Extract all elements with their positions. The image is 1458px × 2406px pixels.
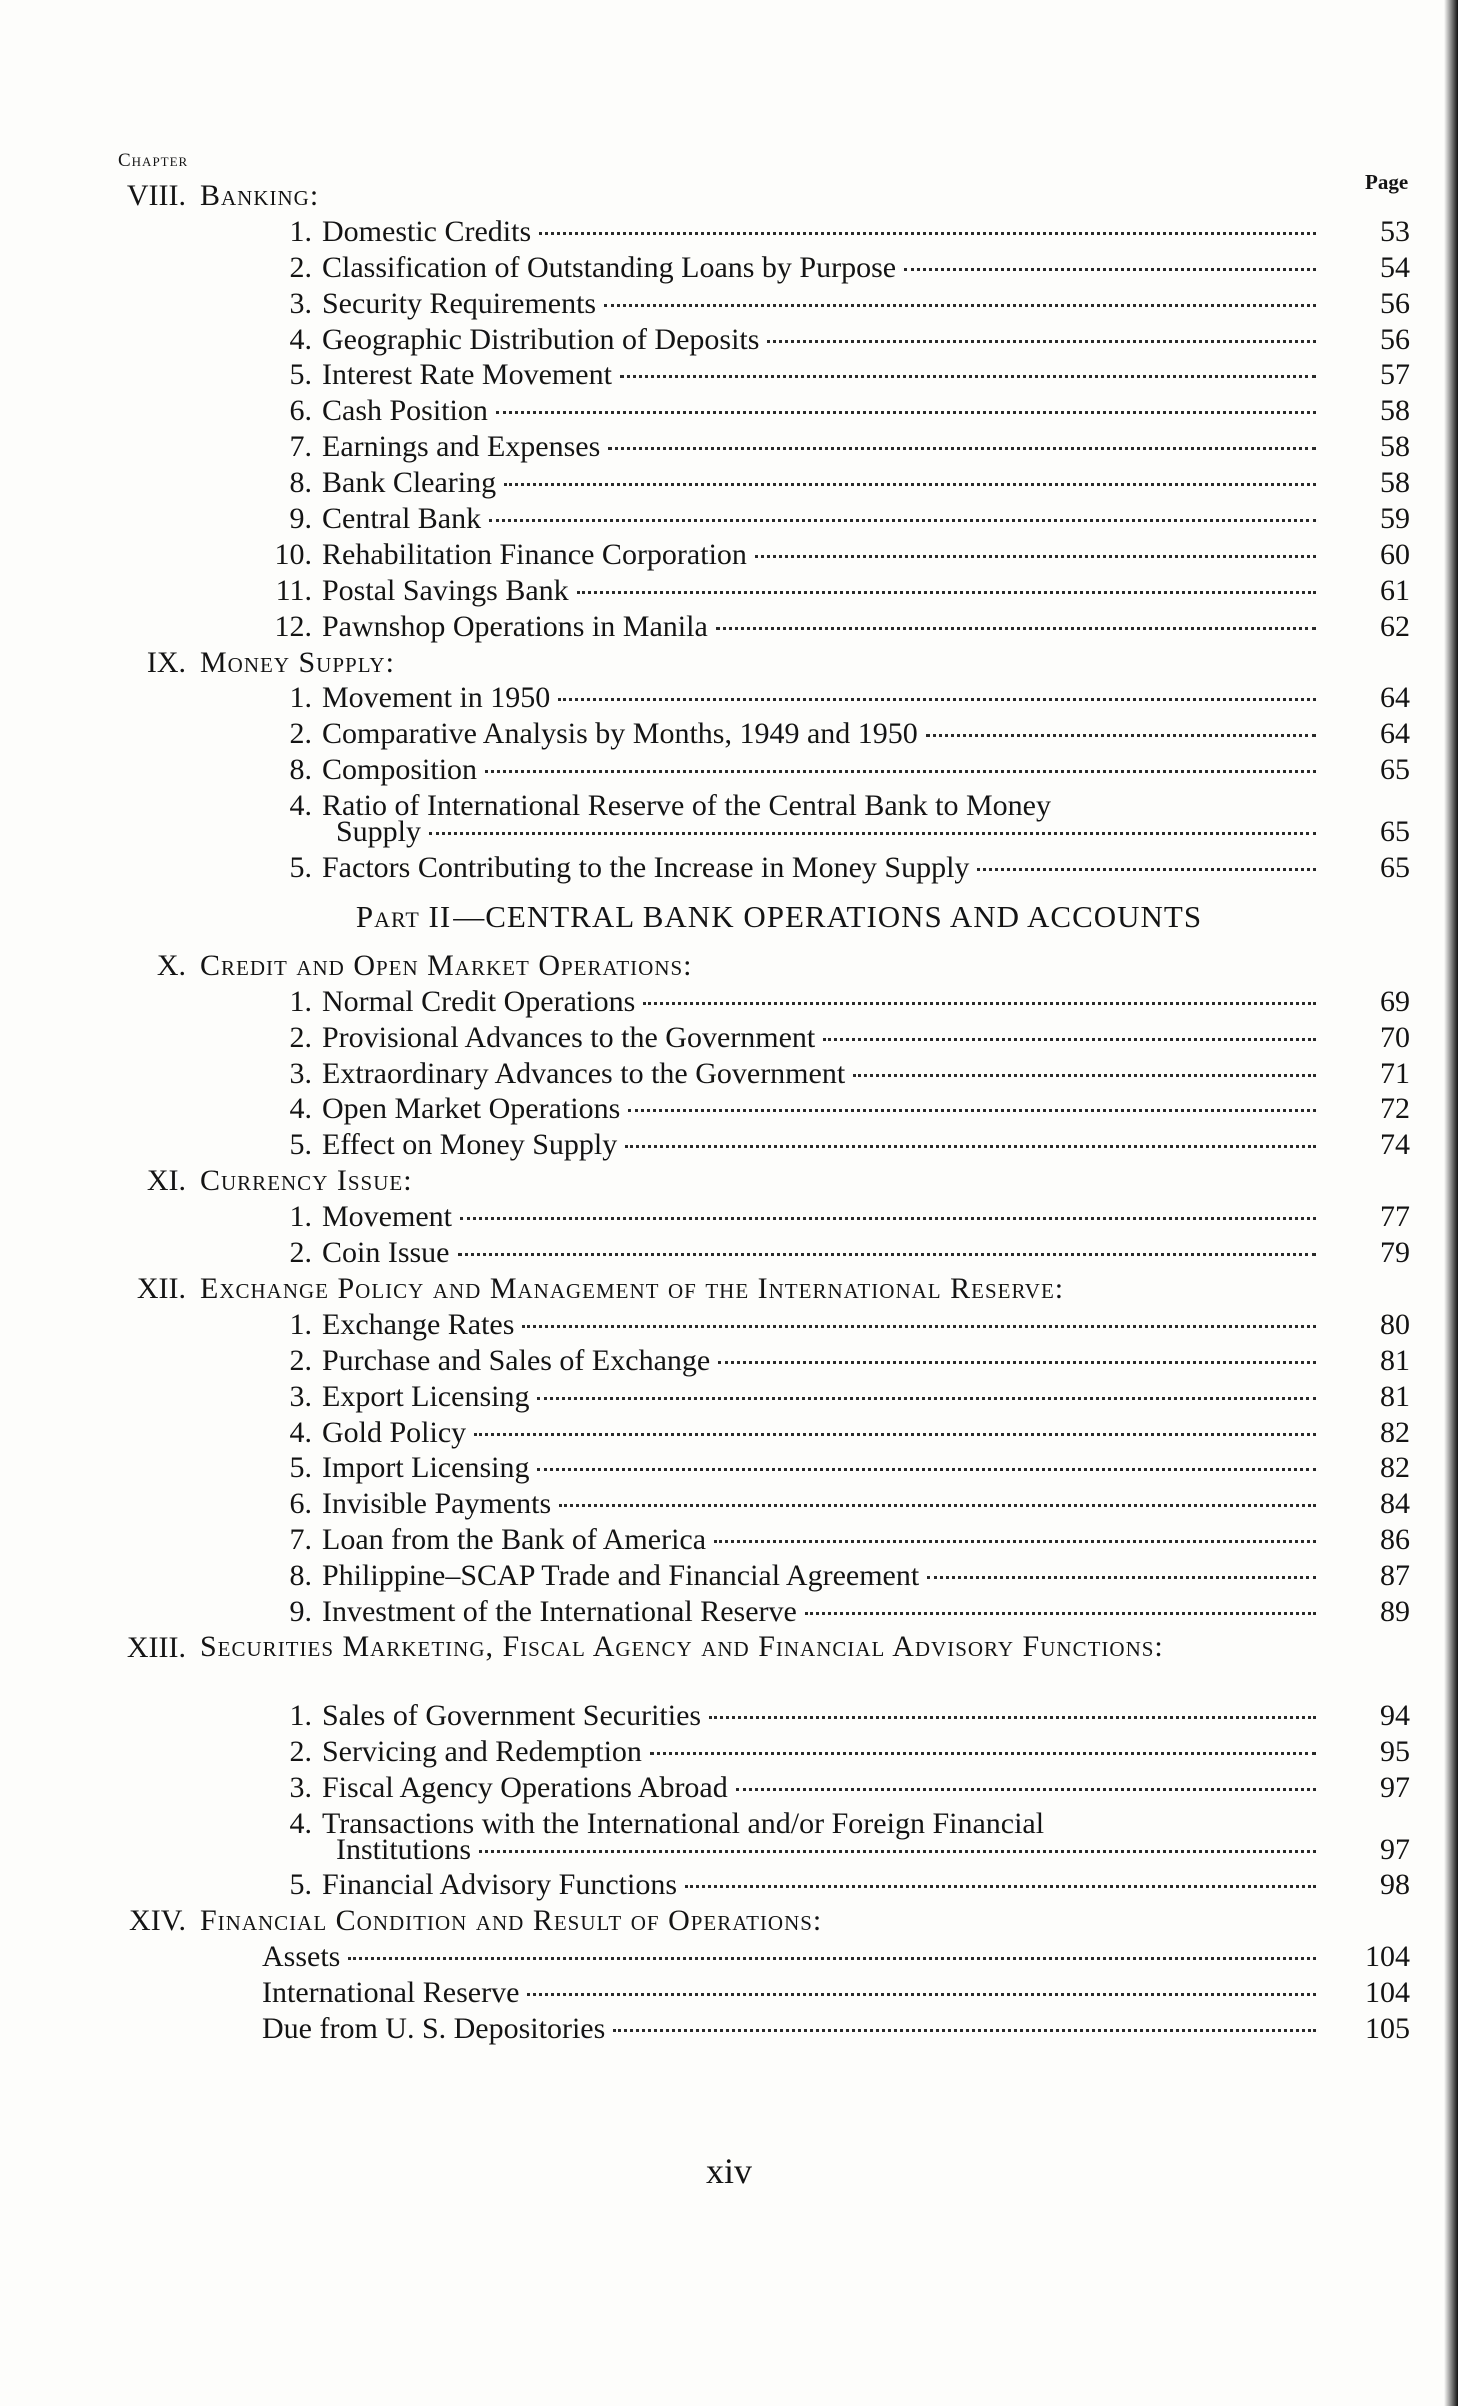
toc-entry[interactable] xyxy=(0,1056,1458,1092)
toc-entry[interactable] xyxy=(0,1867,1458,1903)
toc-entry[interactable] xyxy=(0,573,1458,609)
entry-line xyxy=(322,1415,1324,1451)
chapter-heading xyxy=(0,1271,1458,1307)
entry-line xyxy=(322,1486,1324,1522)
toc-entry[interactable] xyxy=(0,501,1458,537)
chapter-heading xyxy=(0,178,1458,214)
chapter-title: Financial Condition and Result of Operations: xyxy=(200,1904,823,1938)
entry-title: Due from U. S. Depositories xyxy=(262,2011,606,2045)
toc-entry[interactable] xyxy=(0,393,1458,429)
entry-title: Security Requirements xyxy=(322,286,597,320)
entry-title: Cash Position xyxy=(322,394,488,428)
entry-title: Factors Contributing to the Increase in Money Supply xyxy=(322,851,970,885)
entry-title: Earnings and Expenses xyxy=(322,430,601,464)
entry-number: 8. xyxy=(289,466,312,500)
entry-number: 2. xyxy=(289,250,312,284)
toc-entry[interactable] xyxy=(0,1939,1458,1975)
chapter-number: VIII. xyxy=(126,179,186,212)
entry-title: Coin Issue xyxy=(322,1236,450,1270)
entry-page-number: 104 xyxy=(1365,1976,1410,2010)
toc-entry[interactable] xyxy=(0,1199,1458,1235)
entry-page-number: 79 xyxy=(1380,1236,1410,1270)
entry-page-number: 56 xyxy=(1380,322,1410,356)
chapter-title: Securities Marketing, Fiscal Agency and Financial Advisory Functions: xyxy=(200,1629,1164,1663)
entry-number: 8. xyxy=(289,753,312,787)
toc-entry[interactable] xyxy=(0,357,1458,393)
entry-number: 10. xyxy=(274,537,312,571)
entry-title: Institutions xyxy=(336,1832,472,1866)
entry-line xyxy=(322,1867,1324,1903)
entry-number: 5. xyxy=(289,1451,312,1485)
entry-number: 2. xyxy=(289,717,312,751)
entry-page-number: 69 xyxy=(1380,984,1410,1018)
dot-leader xyxy=(577,591,1316,594)
entry-title: Postal Savings Bank xyxy=(322,573,569,607)
toc-entry[interactable] xyxy=(0,1415,1458,1451)
entry-title: Assets xyxy=(262,1940,341,1974)
dot-leader xyxy=(485,770,1316,773)
entry-number: 4. xyxy=(289,1806,312,1840)
entry-title: Rehabilitation Finance Corporation xyxy=(322,537,747,571)
entry-title: Central Bank xyxy=(322,502,482,536)
entry-line xyxy=(262,1939,1324,1975)
toc-entry[interactable] xyxy=(0,850,1458,886)
entry-title: Comparative Analysis by Months, 1949 and 1950 xyxy=(322,717,918,751)
entry-number: 1. xyxy=(289,214,312,248)
entry-number: 3. xyxy=(289,1056,312,1090)
entry-title: Purchase and Sales of Exchange xyxy=(322,1343,711,1377)
entry-line xyxy=(262,2011,1324,2047)
dot-leader xyxy=(537,1468,1316,1471)
entry-title: Effect on Money Supply xyxy=(322,1128,618,1162)
entry-line xyxy=(322,214,1324,250)
toc-entry[interactable] xyxy=(0,1734,1458,1770)
page-folio: xiv xyxy=(705,2151,752,2191)
entry-title: Import Licensing xyxy=(322,1451,530,1485)
entry-line xyxy=(322,1594,1324,1630)
chapter-heading xyxy=(0,1163,1458,1199)
entry-line xyxy=(322,1127,1324,1163)
entry-page-number: 95 xyxy=(1380,1734,1410,1768)
page-column-label: Page xyxy=(1365,170,1409,194)
dot-leader xyxy=(755,555,1316,558)
toc-entry[interactable] xyxy=(0,984,1458,1020)
dot-leader xyxy=(625,1145,1316,1148)
entry-title: Bank Clearing xyxy=(322,466,497,500)
entry-line xyxy=(322,1020,1324,1056)
entry-number: 4. xyxy=(289,1092,312,1126)
entry-line xyxy=(322,1450,1324,1486)
entry-line xyxy=(322,250,1324,286)
toc-entry[interactable] xyxy=(0,1832,1458,1868)
entry-page-number: 94 xyxy=(1380,1698,1410,1732)
entry-page-number: 62 xyxy=(1380,609,1410,643)
toc-entry[interactable] xyxy=(0,752,1458,788)
entry-title: Philippine–SCAP Trade and Financial Agreement xyxy=(322,1559,920,1593)
dot-leader xyxy=(559,1504,1316,1507)
toc-entry[interactable] xyxy=(0,250,1458,286)
entry-number: 12. xyxy=(274,609,312,643)
chapter-title: Credit and Open Market Operations: xyxy=(200,948,693,982)
toc-entry[interactable] xyxy=(0,1594,1458,1630)
entry-number: 1. xyxy=(289,1698,312,1732)
chapter-heading xyxy=(0,948,1458,984)
dot-leader xyxy=(714,1540,1316,1543)
entry-number: 4. xyxy=(289,322,312,356)
dot-leader xyxy=(604,304,1316,307)
entry-line xyxy=(322,609,1324,645)
toc-entry[interactable] xyxy=(0,1127,1458,1163)
chapter-title: Exchange Policy and Management of the International Reserve: xyxy=(200,1271,1065,1305)
entry-number: 9. xyxy=(289,1594,312,1628)
entry-page-number: 65 xyxy=(1380,753,1410,787)
entry-page-number: 59 xyxy=(1380,502,1410,536)
entry-number: 2. xyxy=(289,1343,312,1377)
dot-leader xyxy=(853,1074,1316,1077)
entry-number: 5. xyxy=(289,1868,312,1902)
entry-number: 2. xyxy=(289,1236,312,1270)
toc-entry[interactable] xyxy=(0,609,1458,645)
entry-page-number: 58 xyxy=(1380,430,1410,464)
dot-leader xyxy=(620,375,1316,378)
part-name: Part II xyxy=(355,898,452,934)
dot-leader xyxy=(496,411,1316,414)
entry-line xyxy=(322,1307,1324,1343)
entry-line xyxy=(322,1698,1324,1734)
chapter-number: XIII. xyxy=(126,1630,186,1664)
entry-number: 2. xyxy=(289,1734,312,1768)
entry-line xyxy=(322,1734,1324,1770)
entry-page-number: 60 xyxy=(1380,537,1410,571)
part-title: —CENTRAL BANK OPERATIONS AND ACCOUNTS xyxy=(453,898,1203,934)
entry-page-number: 80 xyxy=(1380,1307,1410,1341)
dot-leader xyxy=(643,1002,1316,1005)
entry-page-number: 61 xyxy=(1380,573,1410,607)
entry-page-number: 87 xyxy=(1380,1559,1410,1593)
dot-leader xyxy=(628,1109,1316,1112)
entry-number: 1. xyxy=(289,681,312,715)
dot-leader xyxy=(904,268,1316,271)
table-of-contents xyxy=(0,178,1458,2047)
entry-page-number: 86 xyxy=(1380,1523,1410,1557)
entry-line xyxy=(322,465,1324,501)
toc-entry[interactable] xyxy=(0,2011,1458,2047)
part-heading xyxy=(0,886,1458,948)
entry-page-number: 77 xyxy=(1380,1200,1410,1234)
entry-number: 2. xyxy=(289,1020,312,1054)
entry-page-number: 105 xyxy=(1365,2011,1410,2045)
entry-line xyxy=(322,286,1324,322)
entry-page-number: 104 xyxy=(1365,1940,1410,1974)
entry-title: Ratio of International Reserve of the Central Bank to Money xyxy=(322,789,1051,823)
entry-title: Supply xyxy=(336,815,422,849)
dot-leader xyxy=(608,447,1316,450)
dot-leader xyxy=(718,1361,1316,1364)
dot-leader xyxy=(685,1885,1316,1888)
dot-leader xyxy=(539,232,1316,235)
entry-line xyxy=(322,322,1324,358)
entry-line xyxy=(322,1343,1324,1379)
chapter-number: XIV. xyxy=(129,1904,186,1938)
chapter-number: XII. xyxy=(136,1271,186,1305)
chapter-title: Currency Issue: xyxy=(200,1164,413,1198)
chapter-title: Money Supply: xyxy=(200,645,395,679)
toc-entry[interactable] xyxy=(0,716,1458,752)
entry-line xyxy=(322,1235,1324,1271)
entry-title: Sales of Government Securities xyxy=(322,1698,702,1732)
entry-page-number: 54 xyxy=(1380,250,1410,284)
entry-title: Pawnshop Operations in Manila xyxy=(322,609,708,643)
entry-title: Domestic Credits xyxy=(322,214,532,248)
entry-title: Transactions with the International and/or Foreign Financial xyxy=(322,1806,1045,1840)
dot-leader xyxy=(474,1433,1316,1436)
entry-number: 6. xyxy=(289,1487,312,1521)
entry-line xyxy=(322,1558,1324,1594)
entry-line xyxy=(262,1975,1324,2011)
entry-number: 4. xyxy=(289,789,312,823)
entry-number: 7. xyxy=(289,1523,312,1557)
entry-title: Exchange Rates xyxy=(322,1307,515,1341)
entry-number: 4. xyxy=(289,1415,312,1449)
entry-title: Interest Rate Movement xyxy=(322,358,612,392)
chapter-number: X. xyxy=(156,948,186,982)
entry-title: Movement in 1950 xyxy=(322,681,551,715)
entry-number: 1. xyxy=(289,1307,312,1341)
entry-line xyxy=(322,1379,1324,1415)
entry-page-number: 81 xyxy=(1380,1379,1410,1413)
toc-entry[interactable] xyxy=(0,1806,1458,1840)
chapter-column-label: Chapter xyxy=(118,150,189,171)
entry-page-number: 97 xyxy=(1380,1770,1410,1804)
entry-title: Export Licensing xyxy=(322,1379,530,1413)
dot-leader xyxy=(927,1576,1316,1579)
entry-number: 3. xyxy=(289,1379,312,1413)
entry-title: Loan from the Bank of America xyxy=(322,1523,707,1557)
toc-entry[interactable] xyxy=(0,214,1458,250)
dot-leader xyxy=(527,1993,1316,1996)
dot-leader xyxy=(650,1752,1316,1755)
dot-leader xyxy=(348,1957,1316,1960)
dot-leader xyxy=(479,1850,1316,1853)
toc-entry[interactable] xyxy=(0,537,1458,573)
entry-page-number: 97 xyxy=(1380,1832,1410,1866)
dot-leader xyxy=(823,1038,1316,1041)
entry-number: 9. xyxy=(289,502,312,536)
entry-line xyxy=(322,537,1324,573)
entry-title: Financial Advisory Functions xyxy=(322,1868,677,1902)
entry-title: Open Market Operations xyxy=(322,1092,621,1126)
dot-leader xyxy=(429,832,1316,835)
entry-line xyxy=(322,716,1324,752)
toc-entry[interactable] xyxy=(0,1091,1458,1127)
entry-title: Movement xyxy=(322,1200,452,1234)
entry-line xyxy=(322,573,1324,609)
entry-line xyxy=(322,1056,1324,1092)
toc-entry[interactable] xyxy=(0,680,1458,716)
scan-edge-shadow xyxy=(1444,0,1458,2406)
entry-page-number: 82 xyxy=(1380,1415,1410,1449)
toc-entry[interactable] xyxy=(0,1558,1458,1594)
entry-title: International Reserve xyxy=(262,1976,520,2010)
entry-number: 3. xyxy=(289,1770,312,1804)
entry-line xyxy=(322,393,1324,429)
entry-title: Invisible Payments xyxy=(322,1487,552,1521)
entry-title: Normal Credit Operations xyxy=(322,984,636,1018)
entry-number: 5. xyxy=(289,1128,312,1162)
toc-entry[interactable] xyxy=(0,286,1458,322)
toc-entry[interactable] xyxy=(0,322,1458,358)
entry-page-number: 82 xyxy=(1380,1451,1410,1485)
toc-entry[interactable] xyxy=(0,814,1458,850)
dot-leader xyxy=(504,483,1316,486)
toc-entry[interactable] xyxy=(0,1698,1458,1734)
entry-number: 5. xyxy=(289,851,312,885)
dot-leader xyxy=(767,340,1316,343)
chapter-title: Banking: xyxy=(200,179,320,212)
dot-leader xyxy=(613,2029,1316,2032)
dot-leader xyxy=(716,627,1316,630)
dot-leader xyxy=(805,1612,1316,1615)
dot-leader xyxy=(709,1716,1316,1719)
entry-line xyxy=(322,357,1324,393)
entry-page-number: 70 xyxy=(1380,1020,1410,1054)
dot-leader xyxy=(489,519,1316,522)
entry-page-number: 98 xyxy=(1380,1868,1410,1902)
entry-title: Provisional Advances to the Government xyxy=(322,1020,816,1054)
entry-title: Investment of the International Reserve xyxy=(322,1594,797,1628)
toc-entry[interactable] xyxy=(0,1770,1458,1806)
dot-leader xyxy=(460,1217,1316,1220)
entry-page-number: 89 xyxy=(1380,1594,1410,1628)
entry-page-number: 64 xyxy=(1380,681,1410,715)
chapter-number: IX. xyxy=(146,645,186,679)
entry-title: Classification of Outstanding Loans by Purpose xyxy=(322,250,897,284)
entry-page-number: 74 xyxy=(1380,1128,1410,1162)
entry-title: Geographic Distribution of Deposits xyxy=(322,322,760,356)
entry-number: 1. xyxy=(289,1200,312,1234)
entry-page-number: 64 xyxy=(1380,717,1410,751)
entry-line xyxy=(322,429,1324,465)
toc-entry[interactable] xyxy=(0,429,1458,465)
entry-line xyxy=(322,752,1324,788)
dot-leader xyxy=(977,868,1316,871)
toc-entry[interactable] xyxy=(0,1307,1458,1343)
toc-entry[interactable] xyxy=(0,1379,1458,1415)
dot-leader xyxy=(558,698,1316,701)
toc-entry[interactable] xyxy=(0,1522,1458,1558)
entry-line xyxy=(322,1770,1324,1806)
entry-line xyxy=(322,680,1324,716)
chapter-heading xyxy=(0,1903,1458,1939)
entry-line xyxy=(322,1522,1324,1558)
entry-title: Composition xyxy=(322,753,478,787)
entry-number: 11. xyxy=(275,573,312,607)
entry-line xyxy=(322,1199,1324,1235)
dot-leader xyxy=(537,1397,1316,1400)
chapter-heading xyxy=(0,645,1458,681)
toc-entry[interactable] xyxy=(0,1450,1458,1486)
entry-title: Fiscal Agency Operations Abroad xyxy=(322,1770,728,1804)
entry-line xyxy=(336,1832,1324,1868)
toc-entry[interactable] xyxy=(0,788,1458,823)
toc-entry[interactable] xyxy=(0,1486,1458,1522)
entry-page-number: 65 xyxy=(1380,815,1410,849)
entry-page-number: 72 xyxy=(1380,1092,1410,1126)
entry-number: 8. xyxy=(289,1559,312,1593)
dot-leader xyxy=(926,734,1316,737)
entry-page-number: 71 xyxy=(1380,1056,1410,1090)
entry-number: 1. xyxy=(289,984,312,1018)
entry-line xyxy=(322,984,1324,1020)
entry-number: 7. xyxy=(289,430,312,464)
dot-leader xyxy=(736,1788,1316,1791)
toc-entry[interactable] xyxy=(0,1235,1458,1271)
entry-title: Extraordinary Advances to the Government xyxy=(322,1056,846,1090)
entry-page-number: 58 xyxy=(1380,466,1410,500)
entry-page-number: 57 xyxy=(1380,358,1410,392)
dot-leader xyxy=(522,1325,1316,1328)
entry-line xyxy=(322,501,1324,537)
entry-title: Gold Policy xyxy=(322,1415,467,1449)
entry-number: 3. xyxy=(289,286,312,320)
entry-number: 5. xyxy=(289,358,312,392)
entry-page-number: 58 xyxy=(1380,394,1410,428)
toc-entry[interactable] xyxy=(0,1343,1458,1379)
chapter-heading xyxy=(0,1630,1458,1698)
dot-leader xyxy=(458,1253,1317,1256)
entry-page-number: 84 xyxy=(1380,1487,1410,1521)
entry-page-number: 53 xyxy=(1380,214,1410,248)
entry-page-number: 65 xyxy=(1380,851,1410,885)
entry-line xyxy=(336,814,1324,850)
toc-entry[interactable] xyxy=(0,1020,1458,1056)
entry-number: 6. xyxy=(289,394,312,428)
chapter-number: XI. xyxy=(146,1164,186,1198)
toc-entry[interactable] xyxy=(0,1975,1458,2011)
entry-page-number: 56 xyxy=(1380,286,1410,320)
entry-page-number: 81 xyxy=(1380,1343,1410,1377)
entry-line xyxy=(322,850,1324,886)
toc-entry[interactable] xyxy=(0,465,1458,501)
entry-title: Servicing and Redemption xyxy=(322,1734,642,1768)
entry-line xyxy=(322,1091,1324,1127)
